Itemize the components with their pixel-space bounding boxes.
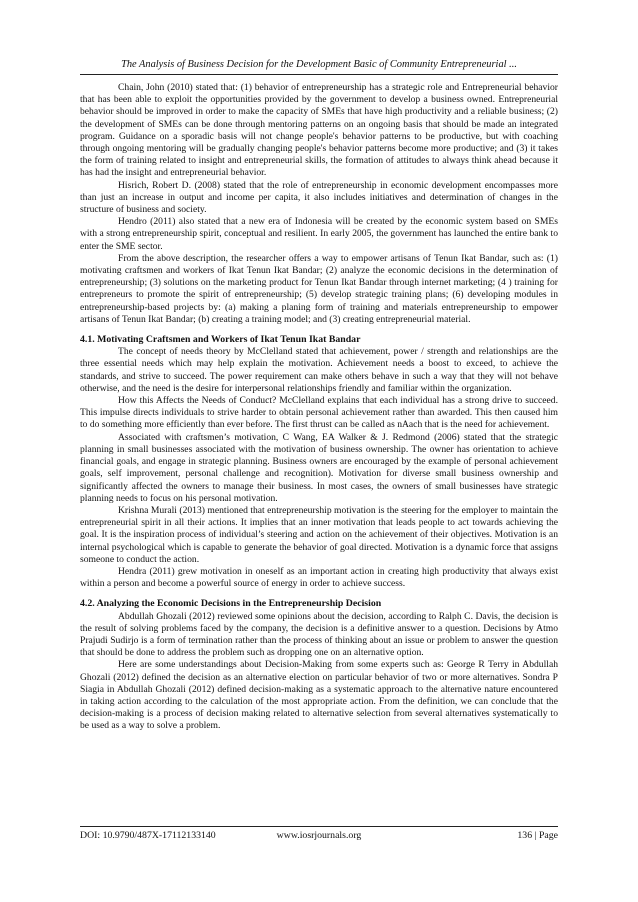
header-rule [80, 74, 558, 75]
paragraph-ghozali: Abdullah Ghozali (2012) reviewed some opinions about the decision, according to Ralph C. Davis, the decision is the result of solving problems faced by the company, the decision is a definitive answer to a question. Decisions by Atmo Prajudi Sudirjo is a form of termination rather than the process of thinking about an issue or problem to answer the question that should be done to address the problem such as dropping one on an alternative option. [80, 610, 558, 659]
paragraph-hendro: Hendro (2011) also stated that a new era of Indonesia will be created by the economic system based on SMEs with a strong entrepreneurship spirit, conceptual and resilient. In early 2005, the government has launched the entire bank to enter the SME sector. [80, 216, 558, 252]
paragraph-murali: Krishna Murali (2013) mentioned that entrepreneurship motivation is the steering for the employer to maintain the entrepreneurial spirit in all their actions. It implies that an inner motivation that leads people to act towards achieving the goal. It is the inspiration process of individual’s steering and action on the achievement of their objectives. Motivation is an internal psychological which is capable to generate the behavior of goal directed. Motivation is a dynamic force that assigns someone to conduct the action. [80, 504, 558, 565]
section-heading-4-1: 4.1. Motivating Craftsmen and Workers of Ikat Tenun Ikat Bandar [80, 334, 361, 346]
paragraph-mcclelland: The concept of needs theory by McClelland stated that achievement, power / strength and relationships are the three essential needs which may help explain the motivation. Achievement needs a boost to exceed, to achieve the standards, and strive to succeed. The power requirement can make others behave in such a way that they will not behave otherwise, and the need is the desire for interpersonal relationships friendly and familiar within the organization. [80, 346, 558, 394]
paragraph-conduct: How this Affects the Needs of Conduct? McClelland explains that each individual has a strong drive to succeed. This impulse directs individuals to strive harder to obtain personal achievement rather than awarded. This then caused him to do something more efficiently than ever before. The first thrust can be called as nAach that is the need for achievement. [80, 395, 558, 431]
paragraph-hendra: Hendra (2011) grew motivation in oneself as an important action in creating high productivity that always exist within a person and become a powerful source of energy in order to achieve success. [80, 565, 558, 590]
paragraph-understandings: Here are some understandings about Decision-Making from some experts such as: George R Terry in Abdullah Ghozali (2012) defined the decision as an alternative election on particular behavior of two or more alternatives. Sondra P Siagia in Abdullah Ghozali (2012) defined decision-making as a systematic approach to the alternative nature encountered in taking action according to the calculation of the most appropriate action. From the definition, we can conclude that the decision-making is a process of decision making related to alternative selection from several alternatives systematically to be used as a way to solve a problem. [80, 659, 558, 732]
footer-website: www.iosrjournals.org [276, 830, 362, 841]
running-header: The Analysis of Business Decision for the Development Basic of Community Entrepreneurial ... [121, 59, 517, 70]
paragraph-chain: Chain, John (2010) stated that: (1) behavior of entrepreneurship has a strategic role and Entrepreneurial behavior that has been able to exploit the opportunities provided by the government to develop a business owned. Entrepreneurial behavior should be improved in order to make the capacity of SMEs that have high productivity and a reliable business; (2) the development of SMEs can be done through mentoring patterns on an ongoing basis that should be made an integrated program. Guidance on a sporadic basis will not change people's behavior patterns to be productive, but with coaching through ongoing mentoring will be gradually changing people's behavior patterns become more productive; and (3) it takes the form of training related to insight and entrepreneurial skills, the formation of attitudes to always think ahead because it has had the insight and entrepreneurial behavior. [80, 82, 558, 179]
section-heading-4-2: 4.2. Analyzing the Economic Decisions in the Entrepreneurship Decision [80, 598, 382, 610]
paragraph-description: From the above description, the researcher offers a way to empower artisans of Tenun Ikat Bandar, such as: (1) motivating craftsmen and workers of Ikat Tenun Ikat Bandar; (2) analyze the economic decisions in the determination of entrepreneurship; (3) solutions on the marketing product for Tenun Ikat Bandar through internet marketing; (4 ) training for entrepreneurs to promote the spirit of entrepreneurship; (5) develop strategic training plans; (6) developing modules in entrepreneurship-based projects by: (a) making a planing form of training and materials entrepreneurship to empower artisans of Tenun Ikat Bandar; (b) creating a training model; and (3) creating entrepreneurial material. [80, 252, 558, 325]
footer-doi: DOI: 10.9790/487X-17112133140 [80, 830, 216, 841]
footer-page-number: 136 | Page [517, 830, 558, 841]
paragraph-hisrich: Hisrich, Robert D. (2008) stated that the role of entrepreneurship in economic development encompasses more than just an increase in output and income per capita, it also includes initiatives and determination of changes in the structure of business and society. [80, 179, 558, 216]
paragraph-wang: Associated with craftsmen’s motivation, C Wang, EA Walker & J. Redmond (2006) stated that the strategic planning in small businesses associated with the motivation of business ownership. The owner has orientation to achieve financial goals, and engage in strategic planning. Business owners are encouraged by the example of personal achievement goals, self improvement, personal challenge and recognition). Motivation for diverse small business ownership and significantly affected the owners to manage their business. In most cases, the owners of small businesses have strategic planning needs to focus on his personal motivation. [80, 431, 558, 504]
page-body [80, 82, 558, 733]
footer-rule [80, 826, 558, 827]
